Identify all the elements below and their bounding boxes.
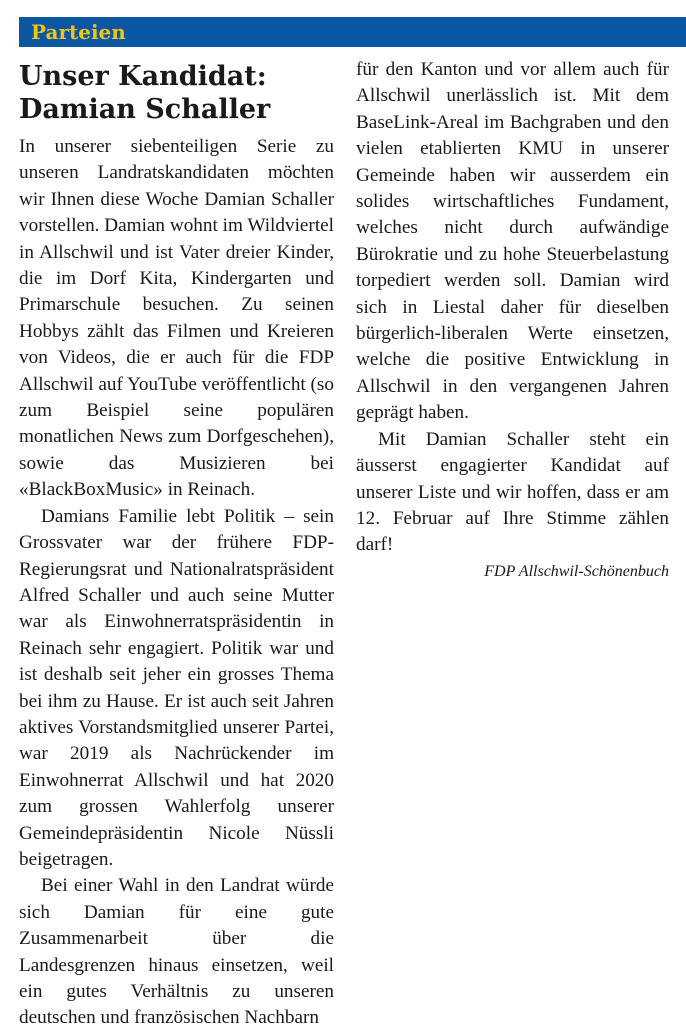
paragraph-closing: Mit Damian Schaller steht ein äusserst engagierter Kandidat auf unserer Liste und wir hoffen, dass er am 12. Februar auf Ihre Stimme zählen darf!: [356, 428, 669, 556]
headline-line-2: Damian Schaller: [19, 94, 271, 125]
section-label: Parteien: [31, 20, 126, 44]
article-column-left: [19, 134, 334, 1032]
article-column-right: [356, 57, 669, 585]
article-headline: [19, 60, 339, 126]
article-signature: FDP Allschwil-Schönenbuch: [484, 562, 669, 580]
headline-line-1: Unser Kandidat:: [19, 61, 267, 92]
paragraph-landrat-continued: für den Kanton und vor allem auch für Allschwil unerlässlich ist. Mit dem BaseLink-Areal im Bachgraben und den vielen etablierten KMU in unserer Gemeinde haben wir ausserdem ein solides wirtschaftliches Fundament, welches nicht durch aufwändige Bürokratie und zu hohe Steuerbelastung torpediert werden soll. Damian wird sich in Liestal daher für dieselben bürgerlich-liberalen Werte einsetzen, welche die positive Entwicklung in Allschwil in den vergangenen Jahren geprägt haben.: [356, 59, 669, 424]
paragraph-landrat-start: Bei einer Wahl in den Landrat würde sich Damian für eine gute Zusammenarbeit über die Landesgrenzen hinaus einsetzen, weil ein gutes Verhältnis zu unseren deutschen und französischen Nachbarn: [19, 875, 334, 1029]
paragraph-intro: In unserer siebenteiligen Serie zu unseren Landratskandidaten möchten wir Ihnen diese Woche Damian Schaller vorstellen. Damian wohnt im Wildviertel in Allschwil und ist Vater dreier Kinder, die im Dorf Kita, Kindergarten und Primarschule besuchen. Zu seinen Hobbys zählt das Filmen und Kreieren von Videos, die er auch für die FDP Allschwil auf YouTube veröffentlicht (so zum Beispiel seine populären monatlichen News zum Dorfgeschehen), sowie das Musizieren bei «BlackBoxMusic» in Reinach.: [19, 136, 334, 501]
paragraph-family: Damians Familie lebt Politik – sein Grossvater war der frühere FDP-Regierungsrat und Nationalratspräsident Alfred Schaller und auch seine Mutter war als Einwohnerratspräsidentin in Reinach sehr engagiert. Politik war und ist deshalb seit jeher ein grosses Thema bei ihm zu Hause. Er ist auch seit Jahren aktives Vorstandsmitglied unserer Partei, war 2019 als Nachrückender im Einwohnerrat Allschwil und hat 2020 zum grossen Wahlerfolg unserer Gemeindepräsidentin Nicole Nüssli beigetragen.: [19, 505, 334, 870]
